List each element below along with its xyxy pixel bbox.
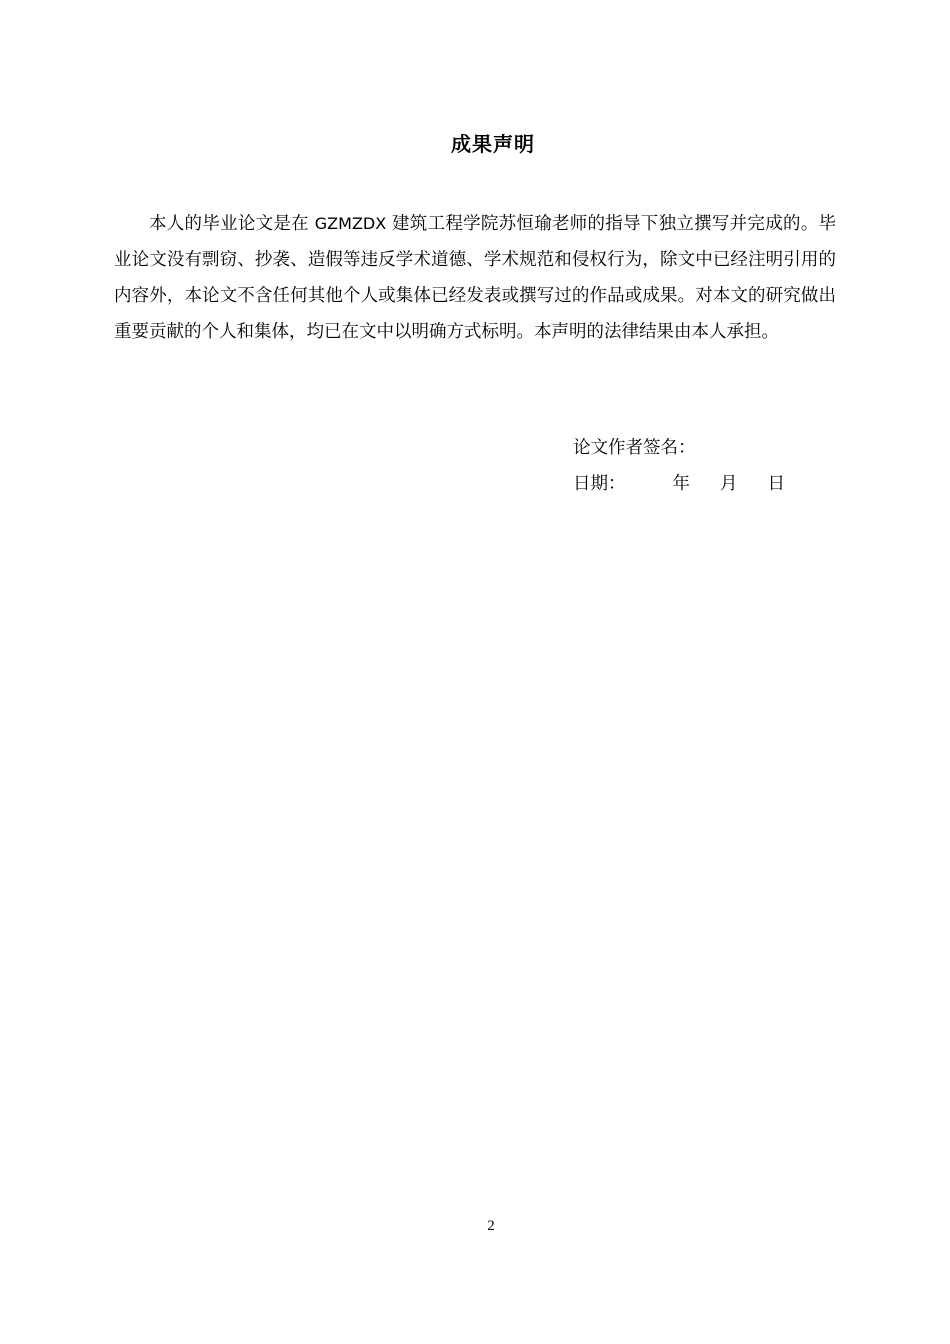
month-label: 月 xyxy=(720,474,738,494)
year-label: 年 xyxy=(672,474,690,494)
page-title: 成果声明 xyxy=(451,132,535,156)
paragraph-part-1: 本人的毕业论文是在 xyxy=(149,214,309,234)
author-signature-label: 论文作者签名： xyxy=(573,438,696,458)
day-label: 日 xyxy=(767,474,785,494)
declaration-paragraph xyxy=(114,206,836,350)
page-number: 2 xyxy=(487,1218,495,1234)
signature-block xyxy=(573,430,833,502)
date-line xyxy=(573,466,833,502)
paragraph-part-2: 建筑工程学院苏恒瑜老师的指导下独立撰写并完成的。毕业论文没有剽窃、抄袭、造假等违反学术道德、学术规范和侵权行为，除文中已经注明引用的内容外，本论文不含任何其他个人或集体已经发表或撰写过的作品或成果。对本文的研究做出重要贡献的个人和集体，均已在文中以明确方式标明。本声明的法律结果由本人承担。 xyxy=(114,214,837,342)
institution-name: GZMZDX xyxy=(314,214,387,233)
date-label: 日期： xyxy=(573,474,626,494)
